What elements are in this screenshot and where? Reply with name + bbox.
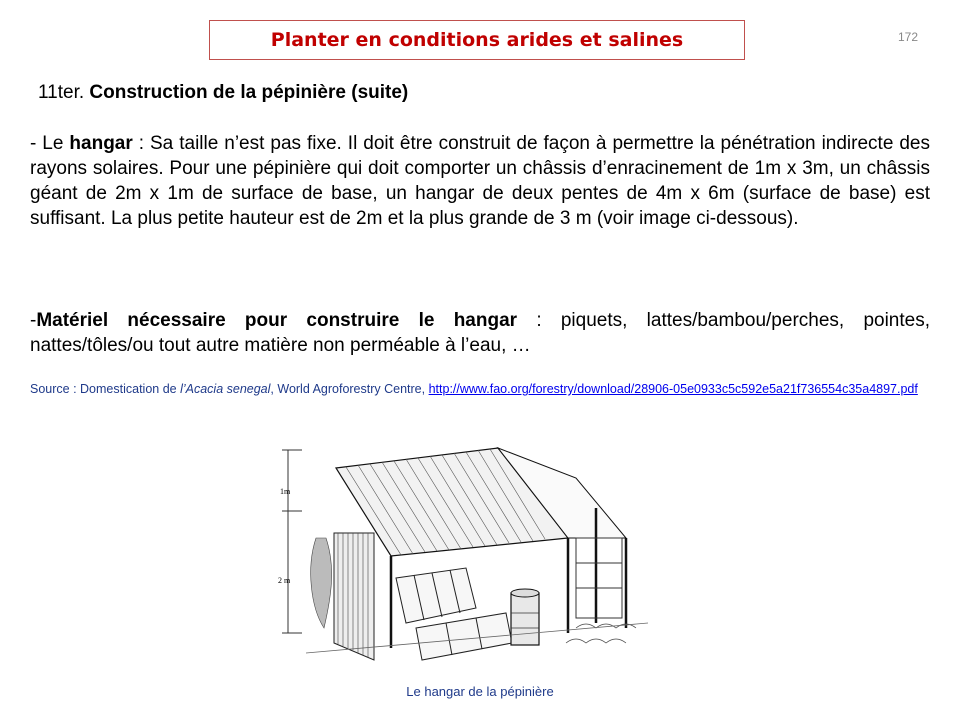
materials-term: Matériel nécessaire pour construire le hangar <box>36 310 518 331</box>
slide-title: Planter en conditions arides et salines <box>270 29 684 51</box>
water-barrel <box>511 589 539 645</box>
corrugated-roof <box>336 448 626 556</box>
materials-paragraph <box>30 308 930 358</box>
hangar-paragraph <box>30 131 930 231</box>
nursery-shed-illustration <box>276 428 648 672</box>
source-citation <box>30 381 930 397</box>
section-heading <box>38 82 408 104</box>
source-prefix: Source : Domestication de <box>30 382 181 396</box>
figure-caption: Le hangar de la pépinière <box>406 684 554 699</box>
dimension-2m-label: 2 m <box>278 576 291 585</box>
source-species: l’Acacia senegal <box>180 382 271 396</box>
materials-body: : piquets, lattes/bambou/perches, pointes, nattes/tôles/ou tout autre matière non perméable à l’eau, … <box>30 310 930 356</box>
seedling-frames <box>396 568 512 660</box>
materials-lead: - <box>30 310 37 331</box>
hangar-lead: - Le <box>30 133 70 154</box>
section-number: 11ter. <box>38 82 85 103</box>
side-wall <box>334 533 374 660</box>
hangar-body: : Sa taille n’est pas fixe. Il doit être construit de façon à permettre la pénétration indirecte des rayons solaires. Pour une pépinière qui doit comporter un châssis d’enracinement de 1m x 3m, un châssis géant de 2m x 1m de surface de base, un hangar de deux pentes de 4m x 6m (surface de base) est suffisant. La plus petite hauteur est de 2m et la plus grande de 3 m (voir image ci-dessous). <box>30 133 930 229</box>
page-number: 172 <box>898 30 919 44</box>
source-suffix: , World Agroforestry Centre, <box>270 382 429 396</box>
dimension-1m-label: 1m <box>280 487 291 496</box>
hangar-term: hangar <box>69 133 133 154</box>
slide-title-box <box>209 20 745 60</box>
source-link[interactable]: http://www.fao.org/forestry/download/28906-05e0933c5c592e5a21f736554c35a4897.pdf <box>428 382 918 396</box>
section-title: Construction de la pépinière (suite) <box>89 82 409 103</box>
